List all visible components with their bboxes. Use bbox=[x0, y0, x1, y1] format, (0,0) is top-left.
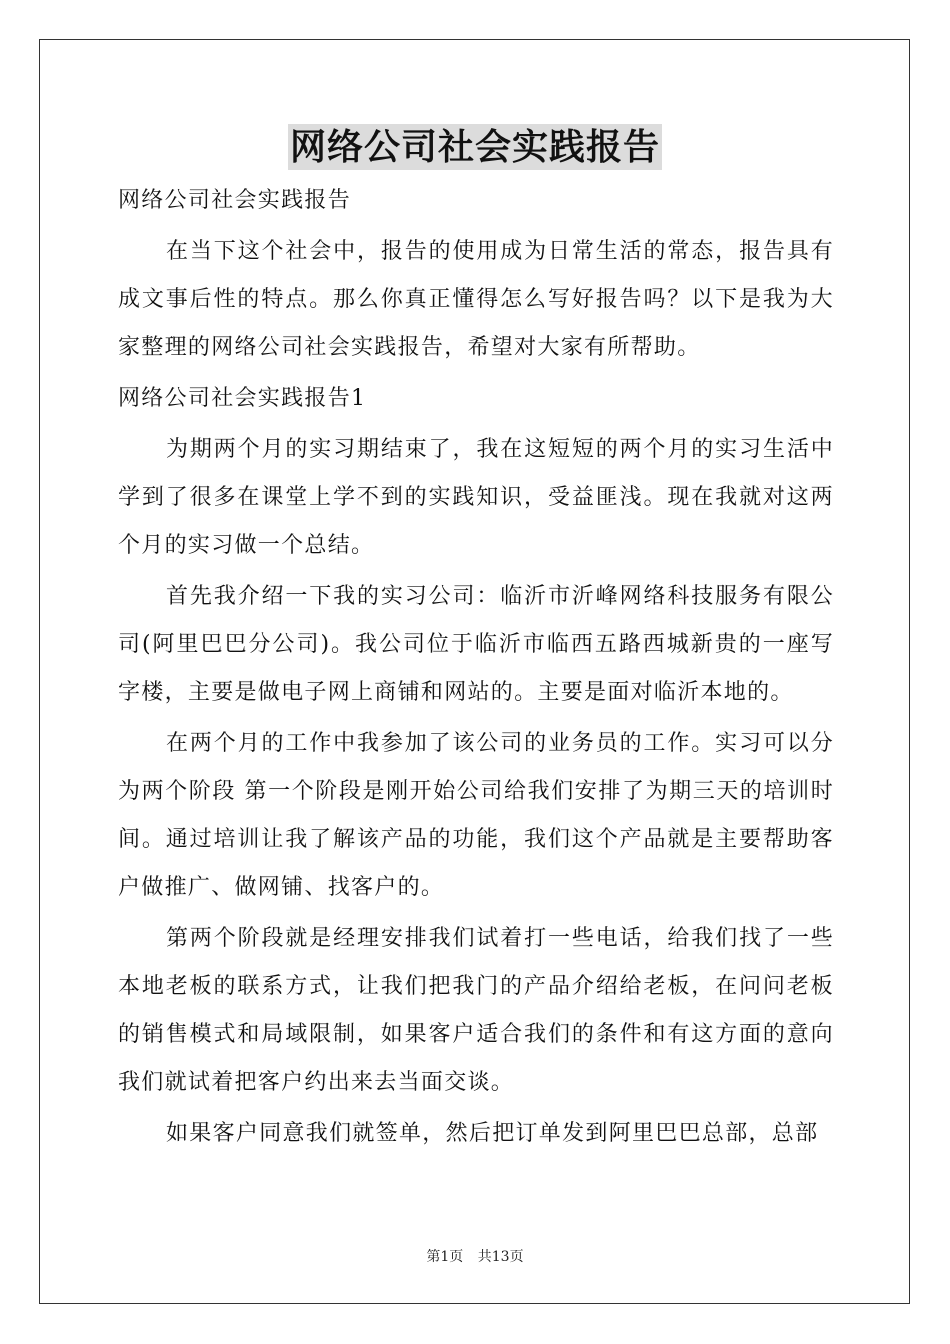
paragraph: 网络公司社会实践报告 bbox=[118, 188, 352, 213]
paragraph: 首先我介绍一下我的实习公司：临沂市沂峰网络科技服务有限公司(阿里巴巴分公司)。我公司位于临沂市临西五路西城新贵的一座写字楼，主要是做电子网上商铺和网站的。主要是面对临沂本地的。 bbox=[118, 584, 834, 705]
document-body bbox=[118, 177, 834, 1158]
paragraph: 在两个月的工作中我参加了该公司的业务员的工作。实习可以分为两个阶段 第一个阶段是刚开始公司给我们安排了为期三天的培训时间。通过培训让我了解该产品的功能，我们这个产品就是主要帮助客户做推广、做网铺、找客户的。 bbox=[118, 731, 834, 900]
paragraph: 网络公司社会实践报告1 bbox=[118, 386, 367, 411]
paragraph: 第两个阶段就是经理安排我们试着打一些电话，给我们找了一些本地老板的联系方式，让我们把我门的产品介绍给老板，在问问老板的销售模式和局域限制，如果客户适合我们的条件和有这方面的意向我们就试着把客户约出来去当面交谈。 bbox=[118, 926, 834, 1095]
page-total: 共13页 bbox=[477, 1249, 524, 1265]
document-title: 网络公司社会实践报告 bbox=[289, 126, 660, 168]
page-footer bbox=[0, 1246, 950, 1266]
paragraph: 在当下这个社会中，报告的使用成为日常生活的常态，报告具有成文事后性的特点。那么你真正懂得怎么写好报告吗？以下是我为大家整理的网络公司社会实践报告，希望对大家有所帮助。 bbox=[118, 239, 834, 360]
paragraph: 为期两个月的实习期结束了，我在这短短的两个月的实习生活中学到了很多在课堂上学不到的实践知识，受益匪浅。现在我就对这两个月的实习做一个总结。 bbox=[118, 437, 834, 558]
paragraph: 如果客户同意我们就签单，然后把订单发到阿里巴巴总部，总部 bbox=[166, 1121, 819, 1146]
page-number: 第1页 bbox=[426, 1249, 464, 1265]
document-title-wrap bbox=[0, 124, 950, 170]
